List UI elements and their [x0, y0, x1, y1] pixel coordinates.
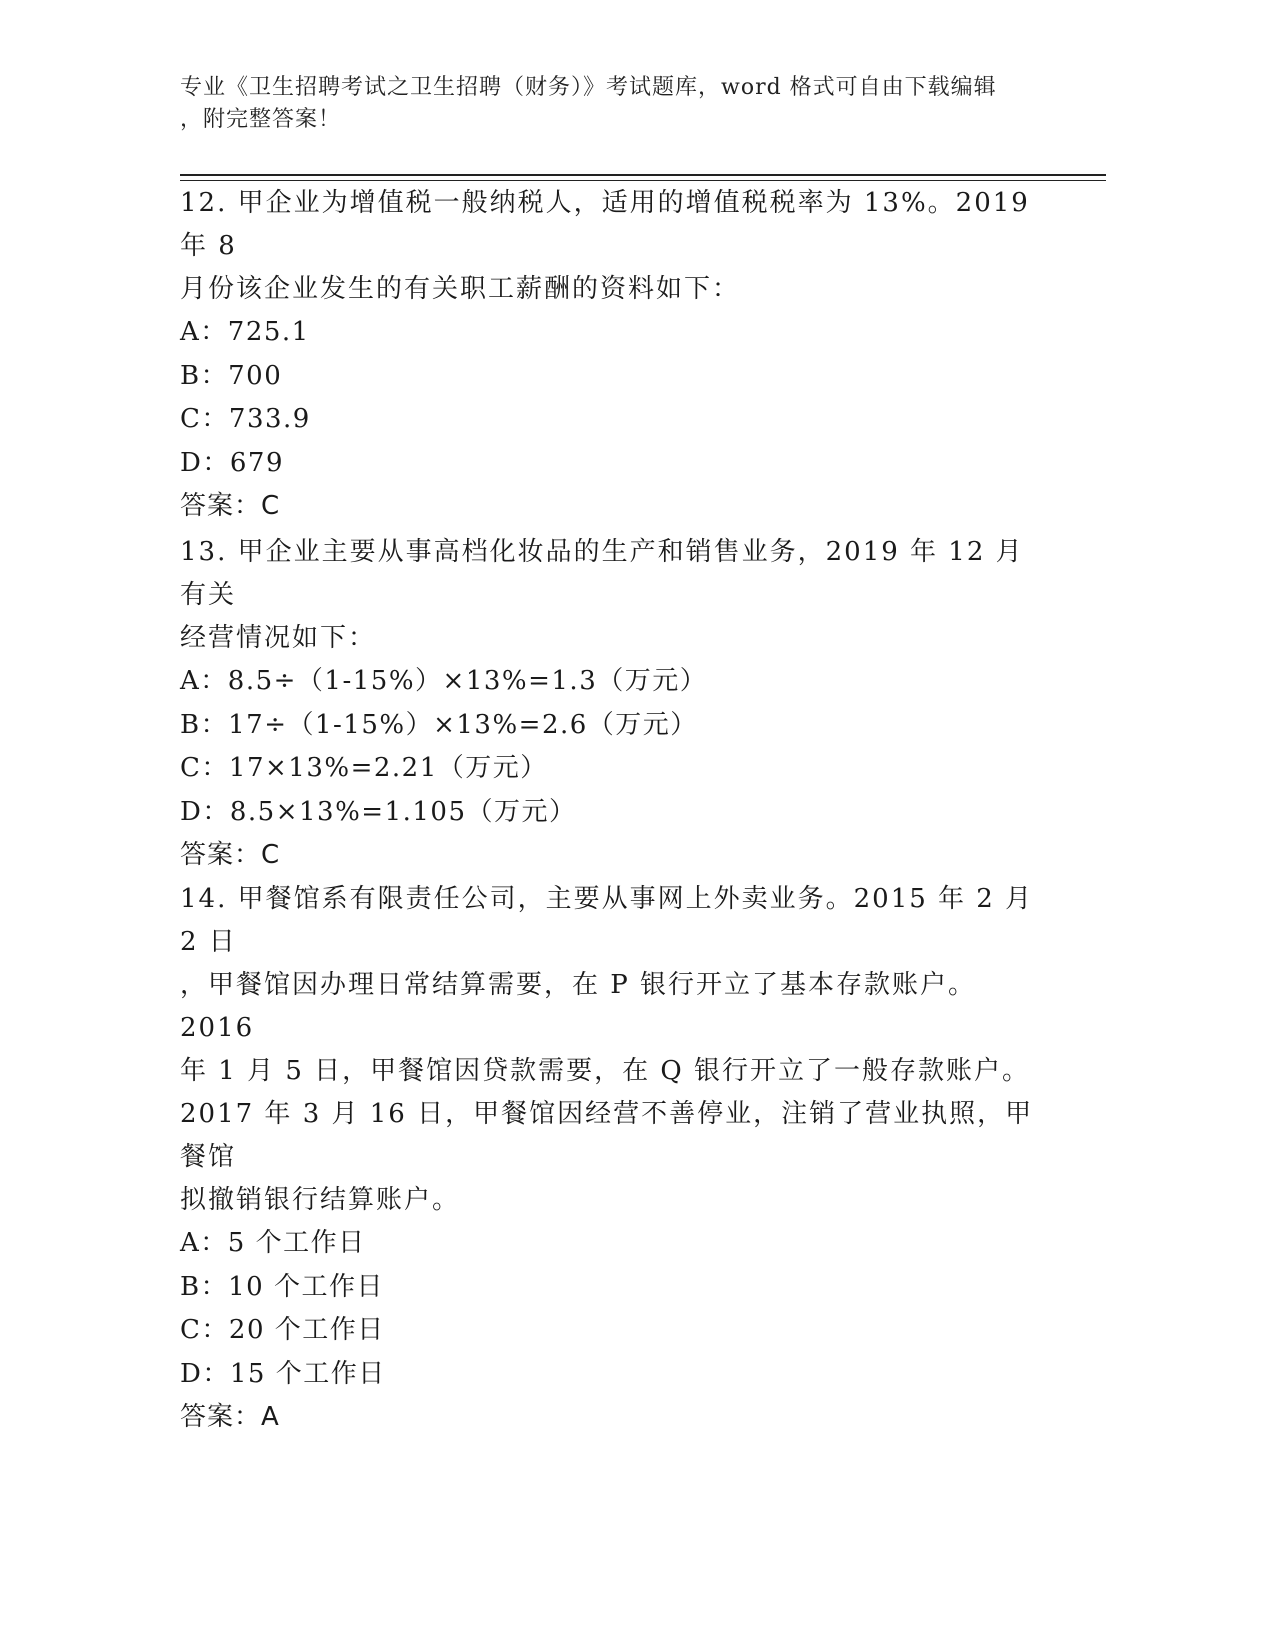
option-text: 20 个工作日 [228, 1315, 385, 1345]
option-key: A： [180, 317, 228, 347]
option-c [180, 398, 1050, 442]
question-stem-line: 经营情况如下： [180, 623, 377, 653]
option-key: C： [180, 1315, 229, 1345]
option-text: 700 [228, 360, 283, 391]
option-key: B： [180, 709, 229, 740]
option-a [180, 1222, 1050, 1266]
option-b [180, 1266, 1050, 1310]
option-key: B： [180, 1271, 229, 1302]
option-c [180, 747, 1050, 791]
question-stem-line: 拟撤销银行结算账户。 [180, 1185, 461, 1215]
answer-line: 答案：C [180, 491, 281, 521]
document-header [180, 72, 1050, 136]
option-key: B： [180, 360, 229, 391]
option-text: 15 个工作日 [229, 1358, 386, 1389]
option-key: D： [180, 1358, 230, 1389]
question-stem-line: 14. 甲餐馆系有限责任公司，主要从事网上外卖业务。2015 年 2 月 2 日 [180, 884, 1034, 957]
option-d [180, 791, 1050, 835]
option-key: A： [180, 1228, 228, 1258]
question-stem-line: ，甲餐馆因办理日常结算需要，在 P 银行开立了基本存款账户。2016 [180, 970, 977, 1043]
question-14 [180, 878, 1050, 1439]
question-stem-line: 年 1 月 5 日，甲餐馆因贷款需要，在 Q 银行开立了一般存款账户。 [180, 1056, 1030, 1086]
option-key: D： [180, 447, 230, 478]
option-key: C： [180, 404, 229, 434]
option-text: 8.5×13%=1.105（万元） [229, 796, 577, 827]
option-text: 5 个工作日 [227, 1228, 366, 1258]
question-13 [180, 531, 1050, 877]
option-key: A： [180, 666, 228, 696]
answer-line: 答案：A [180, 1402, 280, 1432]
answer-line: 答案：C [180, 840, 281, 870]
option-b [180, 704, 1050, 748]
option-d [180, 1353, 1050, 1397]
option-a [180, 660, 1050, 704]
header-divider-thin [180, 180, 1106, 181]
header-divider-thick [180, 174, 1106, 176]
option-text: 733.9 [228, 404, 311, 434]
option-key: D： [180, 796, 230, 827]
option-text: 679 [229, 447, 284, 478]
question-stem-line: 月份该企业发生的有关职工薪酬的资料如下： [180, 274, 741, 304]
header-line-2: ，附完整答案！ [180, 107, 342, 132]
option-key: C： [180, 753, 229, 783]
option-c [180, 1309, 1050, 1353]
question-12 [180, 182, 1050, 528]
question-stem-line: 13. 甲企业主要从事高档化妆品的生产和销售业务，2019 年 12 月有关 [180, 537, 1024, 610]
option-text: 17×13%=2.21（万元） [228, 753, 548, 783]
header-line-1: 专业《卫生招聘考试之卫生招聘（财务）》考试题库，word 格式可自由下载编辑 [180, 75, 997, 100]
option-a [180, 311, 1050, 355]
option-text: 725.1 [227, 317, 310, 347]
option-text: 8.5÷（1-15%）×13%=1.3（万元） [227, 666, 708, 696]
option-text: 17÷（1-15%）×13%=2.6（万元） [228, 709, 698, 740]
question-stem-line: 2017 年 3 月 16 日，甲餐馆因经营不善停业，注销了营业执照，甲餐馆 [180, 1099, 1034, 1172]
option-b [180, 355, 1050, 399]
question-stem-line: 12. 甲企业为增值税一般纳税人，适用的增值税税率为 13%。2019 年 8 [180, 188, 1030, 261]
option-d [180, 442, 1050, 486]
option-text: 10 个工作日 [228, 1271, 384, 1302]
